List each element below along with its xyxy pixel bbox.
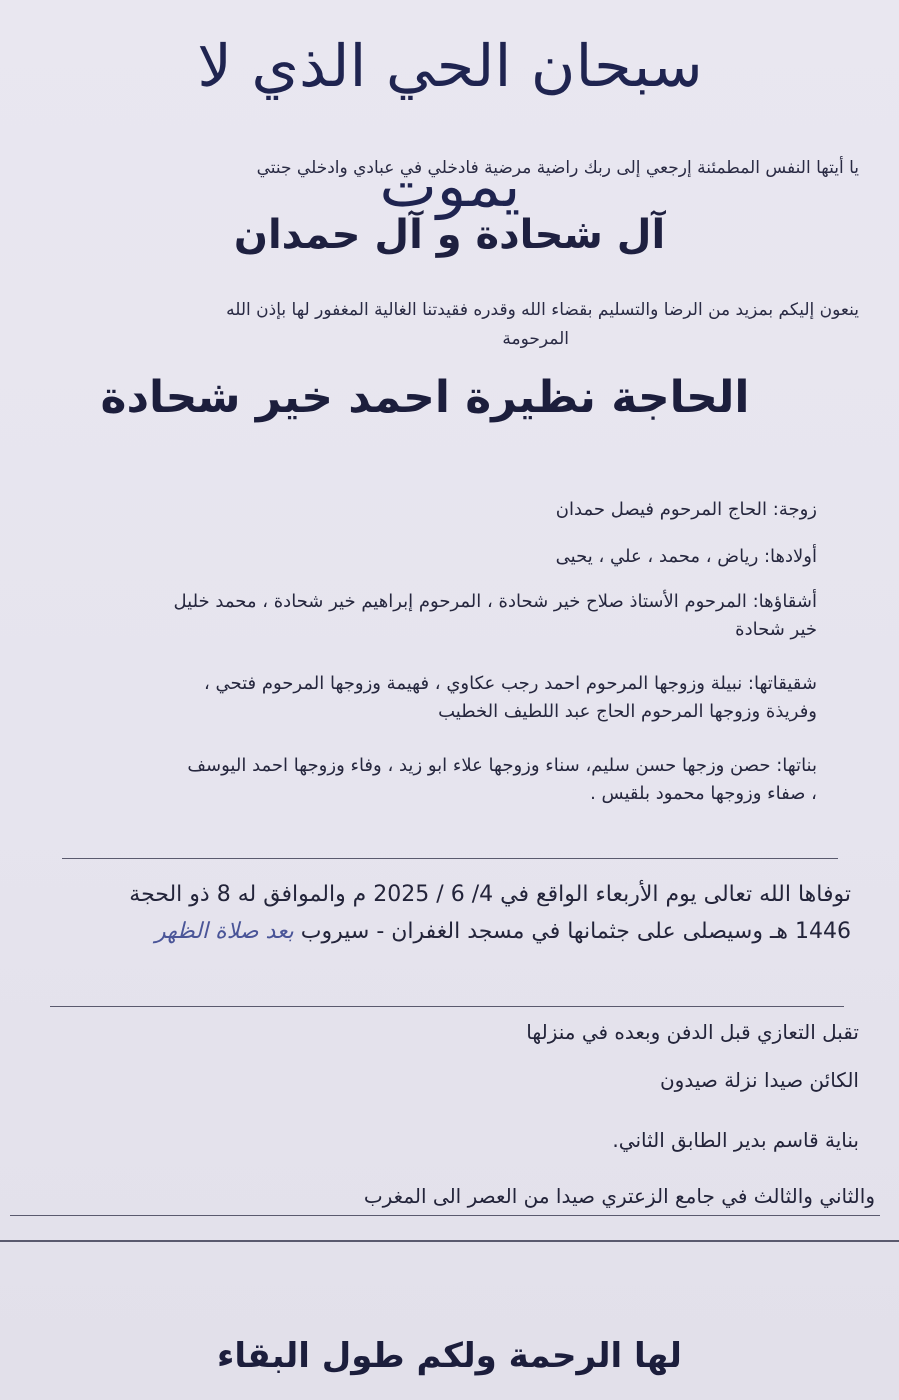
sisters-line-2: وفريذة وزوجها المرحوم الحاج عبد اللطيف الخطيب: [438, 700, 817, 722]
divider-condolence: [10, 1215, 880, 1216]
announcement-line-2: المرحومة: [502, 328, 569, 349]
death-line-1: توفاها الله تعالى يوم الأربعاء الواقع في 4/ 6 / 2025 م والموافق له 8 ذو الحجة: [129, 882, 851, 907]
announcement: [39, 296, 859, 354]
announcement-line-1: ينعون إليكم بمزيد من الرضا والتسليم بقضاء الله وقدره فقيدتنا الغالية المغفور لها بإذن الله: [226, 300, 859, 320]
quran-verse: يا أيتها النفس المطمئنة إرجعي إلى ربك راضية مرضية فادخلي في عبادي وادخلي جنتي: [256, 158, 859, 178]
condolence-line-2: الكائن صيدا نزلة صيدون: [659, 1068, 859, 1092]
divider-bottom: [0, 1240, 899, 1242]
daughters-line-2: ، صفاء وزوجها محمود بلقيس .: [590, 782, 817, 804]
daughters-block: [57, 752, 817, 808]
death-notice: [61, 876, 851, 951]
divider-top: [62, 858, 838, 859]
brothers-line-1: أشقاؤها: المرحوم الأستاذ صلاح خير شحادة ، المرحوم إبراهيم خير شحادة ، محمد خليل: [173, 591, 817, 612]
daughters-line-1: بناتها: حصن وزجها حسن سليم، سناء وزوجها علاء ابو زيد ، وفاء وزوجها احمد اليوسف: [187, 755, 817, 776]
death-line-2-print: 1446 هـ وسيصلى على جثمانها في مسجد الغفران - سيروب: [300, 919, 851, 945]
calligraphy-header: سبحان الحي الذي لا يموت: [197, 32, 703, 220]
sisters-line-1: شقيقاتها: نبيلة وزوجها المرحوم احمد رجب عكاوي ، فهيمة وزوجها المرحوم فتحي ،: [203, 673, 817, 694]
sisters-block: [57, 670, 817, 726]
condolence-line-3: بناية قاسم بدير الطابق الثاني.: [612, 1128, 859, 1152]
husband-line: زوجة: الحاج المرحوم فيصل حمدان: [555, 499, 817, 520]
brothers-block: [57, 588, 817, 644]
closing-phrase: لها الرحمة ولكم طول البقاء: [217, 1336, 682, 1376]
condolence-line-4: والثاني والثالث في جامع الزعتري صيدا من العصر الى المغرب: [363, 1184, 875, 1208]
families-title: آل شحادة و آل حمدان: [233, 212, 666, 258]
death-line-2: [61, 913, 851, 950]
divider-middle: [50, 1006, 844, 1007]
deceased-name: الحاجة نظيرة احمد خير شحادة: [100, 372, 750, 423]
brothers-line-2: خير شحادة: [735, 618, 817, 640]
handwritten-note: بعد صلاة الظهر: [155, 919, 294, 945]
sons-line: أولادها: رياض ، محمد ، علي ، يحيى: [555, 546, 817, 567]
condolence-line-1: تقبل التعازي قبل الدفن وبعده في منزلها: [526, 1020, 859, 1044]
